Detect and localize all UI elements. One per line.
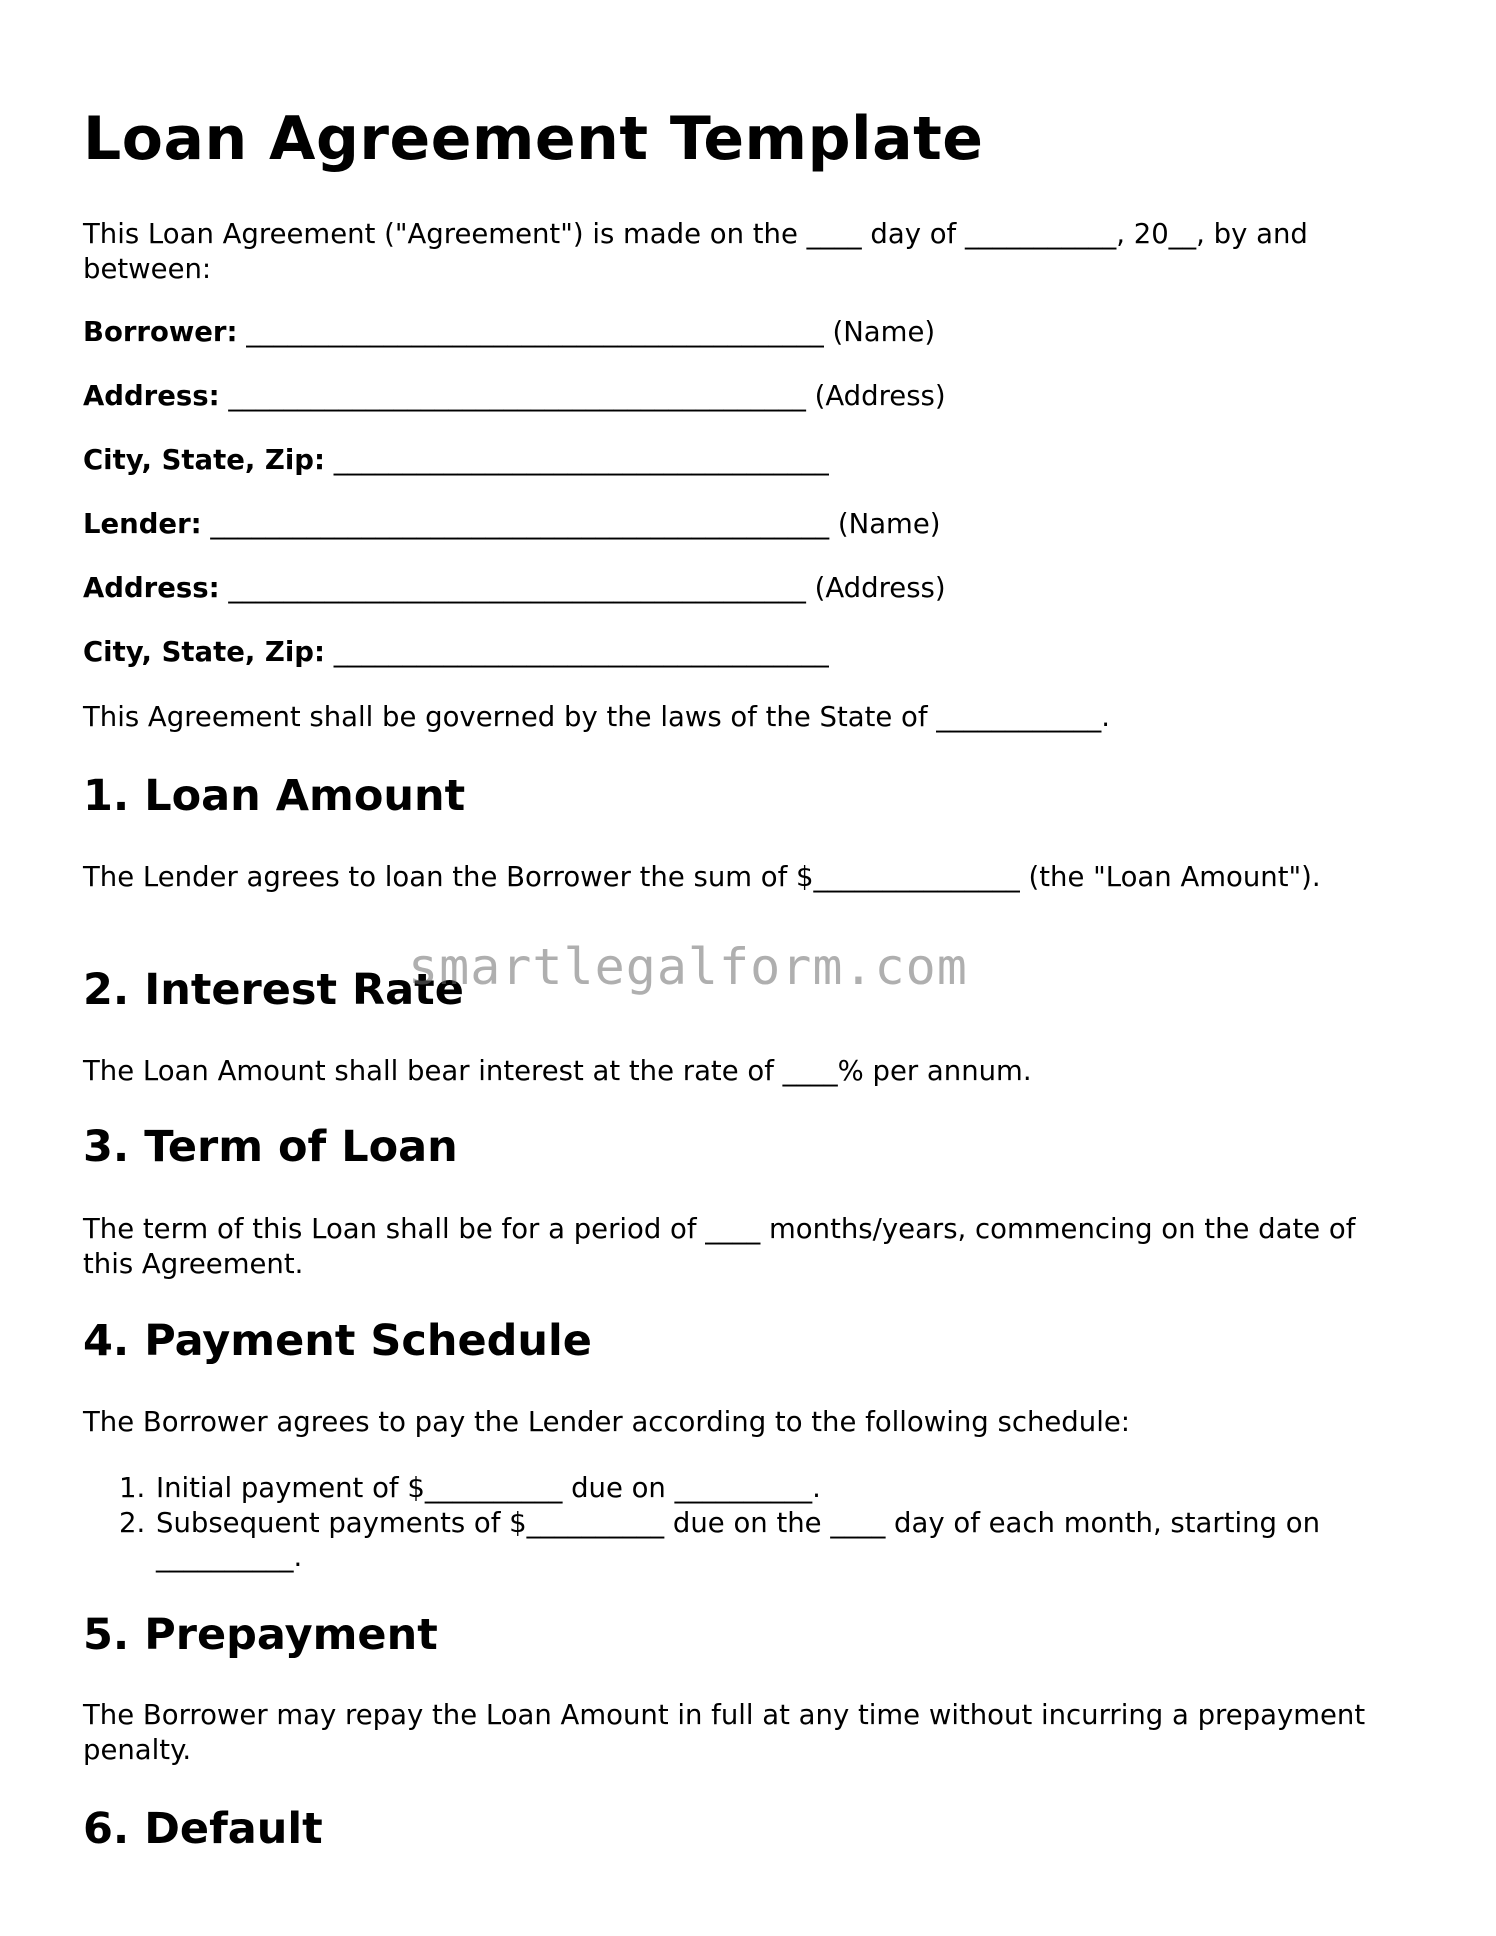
field-blank: __________________________________________ [228, 572, 806, 604]
payment-schedule-list [83, 1471, 1413, 1575]
section-heading-interest-rate: 2. Interest Rate [83, 965, 464, 1015]
field-label: Borrower: [83, 316, 238, 348]
field-blank: _____________________________________________ [210, 508, 830, 540]
borrower-address-field [83, 379, 946, 413]
field-suffix: (Address) [814, 380, 946, 412]
lender-city-field [83, 635, 829, 669]
section-text-prepayment: The Borrower may repay the Loan Amount in full at any time without incurring a prepayment penalty. [83, 1699, 1366, 1766]
section-heading-payment-schedule: 4. Payment Schedule [83, 1316, 592, 1366]
section-heading-default: 6. Default [83, 1804, 323, 1854]
section-heading-prepayment: 5. Prepayment [83, 1610, 438, 1660]
field-label: City, State, Zip: [83, 636, 325, 668]
field-suffix: (Name) [837, 508, 941, 540]
field-label: Address: [83, 380, 220, 412]
field-suffix: (Name) [832, 316, 936, 348]
field-label: City, State, Zip: [83, 444, 325, 476]
section-text-interest-rate: The Loan Amount shall bear interest at the rate of ____% per annum. [83, 1055, 1032, 1087]
section-text-loan-amount: The Lender agrees to loan the Borrower the sum of $_______________ (the "Loan Amount"). [83, 861, 1321, 893]
intro-paragraph: This Loan Agreement ("Agreement") is made on the ____ day of ___________, 20__, by and between: [83, 218, 1308, 285]
field-label: Address: [83, 572, 220, 604]
borrower-city-field [83, 443, 829, 477]
section-heading-loan-amount: 1. Loan Amount [83, 771, 466, 821]
list-item: 2. Subsequent payments of $__________ due on the ____ day of each month, starting on __________. [154, 1506, 1413, 1575]
borrower-name-field [83, 315, 935, 349]
lender-address-field [83, 571, 946, 605]
list-item: 1. Initial payment of $__________ due on __________. [154, 1471, 1413, 1506]
field-blank: __________________________________________ [246, 316, 824, 348]
section-heading-term: 3. Term of Loan [83, 1122, 458, 1172]
field-label: Lender: [83, 508, 202, 540]
section-text-payment-schedule: The Borrower agrees to pay the Lender according to the following schedule: [83, 1406, 1131, 1438]
governing-law-paragraph: This Agreement shall be governed by the laws of the State of ____________. [83, 701, 1111, 733]
field-blank: __________________________________________ [228, 380, 806, 412]
field-blank: ____________________________________ [333, 444, 829, 476]
field-suffix: (Address) [814, 572, 946, 604]
lender-name-field [83, 507, 941, 541]
document-title: Loan Agreement Template [83, 104, 984, 174]
section-text-term: The term of this Loan shall be for a period of ____ months/years, commencing on the date of this Agreement. [83, 1213, 1356, 1280]
field-blank: ____________________________________ [333, 636, 829, 668]
watermark-text: smartlegalform.com [408, 938, 968, 996]
